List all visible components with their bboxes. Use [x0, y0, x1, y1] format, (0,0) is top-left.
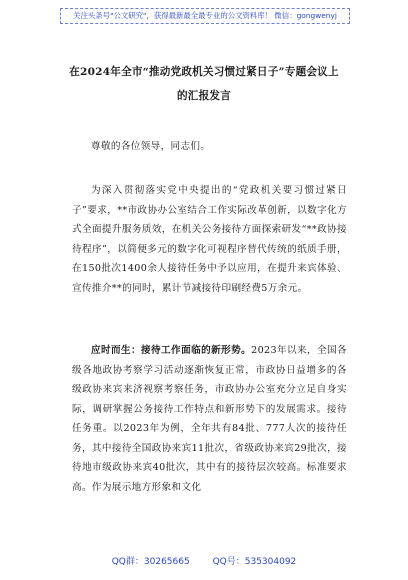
paragraph-1-text: 为深入贯彻落实党中央提出的“党政机关要习惯过紧日子”要求，**市政协办公室结合工作实际改革创新，以数字化方式全面提升服务质效，在机关公务接待方面探索研发“**政协接待程序”，以简便多元的数字化可视程序替代传统的纸质手册，在150批次1400余人接待任务中予以应用，在提升来宾体验、宣传推介**的同时，累计节减接待印刷经费5万余元。 [72, 185, 347, 294]
document-title [40, 60, 368, 108]
header-banner-text: 关注头条号"公文研究"，获得最新最全最专业的公文资料库！ 微信：gongwenyj [73, 11, 337, 20]
paragraph-2 [72, 341, 347, 497]
salutation-text: 尊敬的各位领导，同志们。 [91, 141, 211, 152]
paragraph-2-text [72, 341, 347, 497]
salutation [72, 137, 347, 157]
paragraph-2-heading: 应时而生：接待工作面临的新形势。 [91, 345, 252, 356]
title-line-2: 的汇报发言 [177, 90, 231, 102]
paragraph-2-body: 2023年以来，全国各级各地政协考察学习活动逐渐恢复正常，市政协日益增多的各级政协来宾来济视察考察任务，市政协办公室充分立足自身实际，调研掌握公务接待工作特点和新形势下的发展需求。接待任务重。以2023年为例，全年共有84批、777人次的接待任务，其中接待全国政协来宾11批次，省级政协来宾29批次，接待地市级政协来宾40批次，其中有的接待层次较高。标准要求高。作为展示地方形象和文化 [72, 345, 347, 493]
footer-qq: QQ号：535304092 [212, 557, 297, 567]
title-line-1: 在2024年全市“推动党政机关习惯过紧日子”专题会议上 [69, 66, 339, 78]
footer-qq-group: QQ群：30265665 [111, 557, 190, 567]
paragraph-1 [72, 181, 347, 298]
header-banner [60, 8, 350, 24]
footer [0, 554, 408, 567]
